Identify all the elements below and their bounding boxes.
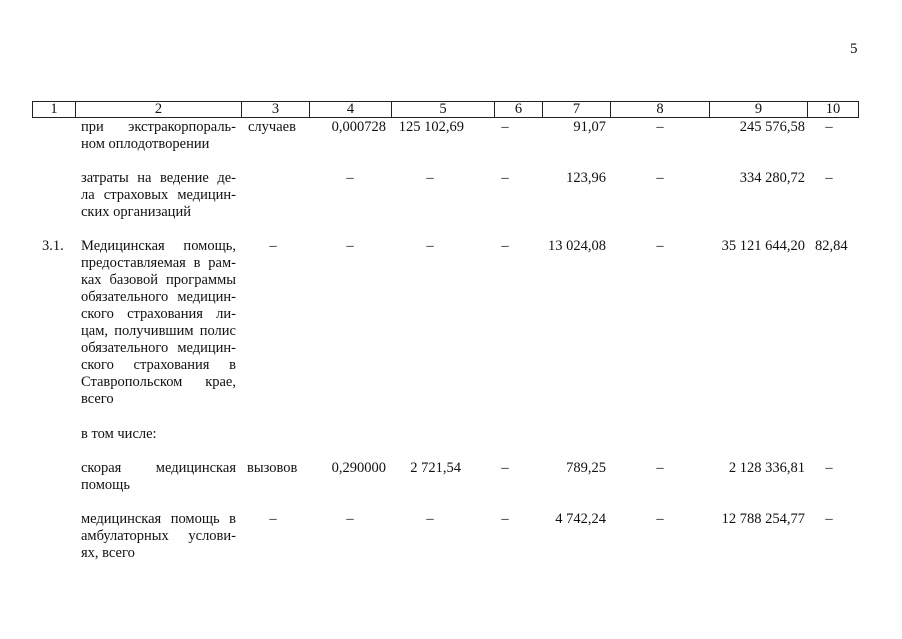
header-col-9: 9	[709, 102, 807, 117]
col4-cell: –	[346, 511, 354, 527]
desc-line: предоставляемая в рам-	[81, 255, 236, 271]
col10-cell: –	[825, 511, 833, 527]
col8-cell: –	[656, 170, 664, 186]
desc-line: обязательного медицин-	[81, 340, 236, 356]
col6-cell: –	[501, 460, 509, 476]
row-description	[81, 238, 236, 408]
col5-cell: –	[426, 238, 434, 254]
table-header	[32, 101, 859, 118]
col6-cell: –	[501, 170, 509, 186]
desc-line: медицинская помощь в	[81, 511, 236, 527]
col8-cell: –	[656, 460, 664, 476]
col5-cell: 125 102,69	[398, 119, 464, 135]
unit-cell: –	[269, 238, 277, 254]
col9-cell: 12 788 254,77	[721, 511, 805, 527]
header-col-2: 2	[75, 102, 241, 117]
desc-line: ях, всего	[81, 545, 135, 561]
col8-cell: –	[656, 119, 664, 135]
row-description	[81, 511, 236, 562]
header-col-5: 5	[391, 102, 494, 117]
desc-line: всего	[81, 391, 114, 407]
col10-cell: –	[825, 119, 833, 135]
header-col-7: 7	[542, 102, 610, 117]
col9-cell: 245 576,58	[739, 119, 805, 135]
unit-cell: –	[269, 511, 277, 527]
col5-cell: 2 721,54	[410, 460, 461, 476]
header-col-6: 6	[494, 102, 542, 117]
desc-line: ских организаций	[81, 204, 191, 220]
col10-cell: –	[825, 170, 833, 186]
header-col-4: 4	[309, 102, 391, 117]
col4-cell: –	[346, 238, 354, 254]
desc-line: затраты на ведение де-	[81, 170, 236, 186]
desc-line: ках базовой программы	[81, 272, 236, 288]
desc-line: Медицинская помощь,	[81, 238, 236, 254]
desc-line: при экстракорпораль-	[81, 119, 236, 135]
row-description	[81, 119, 236, 153]
unit-cell: вызовов	[247, 460, 298, 476]
desc-line: амбулаторных услови-	[81, 528, 236, 544]
col6-cell: –	[501, 119, 509, 135]
desc-line: ского страхования в	[81, 357, 236, 373]
col9-cell: 2 128 336,81	[728, 460, 805, 476]
col10-cell: –	[825, 460, 833, 476]
col7-cell: 789,25	[566, 460, 606, 476]
desc-line: ном оплодотворении	[81, 136, 210, 152]
col9-cell: 334 280,72	[739, 170, 805, 186]
col7-cell: 123,96	[566, 170, 606, 186]
col5-cell: –	[426, 170, 434, 186]
col5-cell: –	[426, 511, 434, 527]
col7-cell: 91,07	[573, 119, 606, 135]
unit-cell: случаев	[248, 119, 296, 135]
col7-cell: 4 742,24	[555, 511, 606, 527]
col8-cell: –	[656, 238, 664, 254]
header-col-3: 3	[241, 102, 309, 117]
col6-cell: –	[501, 238, 509, 254]
desc-line: помощь	[81, 477, 130, 493]
col7-cell: 13 024,08	[548, 238, 606, 254]
row-description	[81, 460, 236, 494]
desc-line: ла страховых медицин-	[81, 187, 236, 203]
col8-cell: –	[656, 511, 664, 527]
desc-line: цам, получившим полис	[81, 323, 236, 339]
col4-cell: 0,290000	[331, 460, 386, 476]
col10-cell: 82,84	[815, 238, 848, 254]
header-col-10: 10	[807, 102, 858, 117]
col4-cell: –	[346, 170, 354, 186]
desc-line: обязательного медицин-	[81, 289, 236, 305]
row-description: в том числе:	[81, 426, 157, 442]
col4-cell: 0,000728	[331, 119, 386, 135]
col6-cell: –	[501, 511, 509, 527]
row-number: 3.1.	[42, 238, 64, 254]
row-description	[81, 170, 236, 221]
col9-cell: 35 121 644,20	[721, 238, 805, 254]
desc-line: ского страхования ли-	[81, 306, 236, 322]
header-col-1: 1	[50, 101, 58, 117]
desc-line: Ставропольском крае,	[81, 374, 236, 390]
header-col-8: 8	[610, 102, 709, 117]
desc-line: скорая медицинская	[81, 460, 236, 476]
page-number: 5	[850, 41, 858, 57]
